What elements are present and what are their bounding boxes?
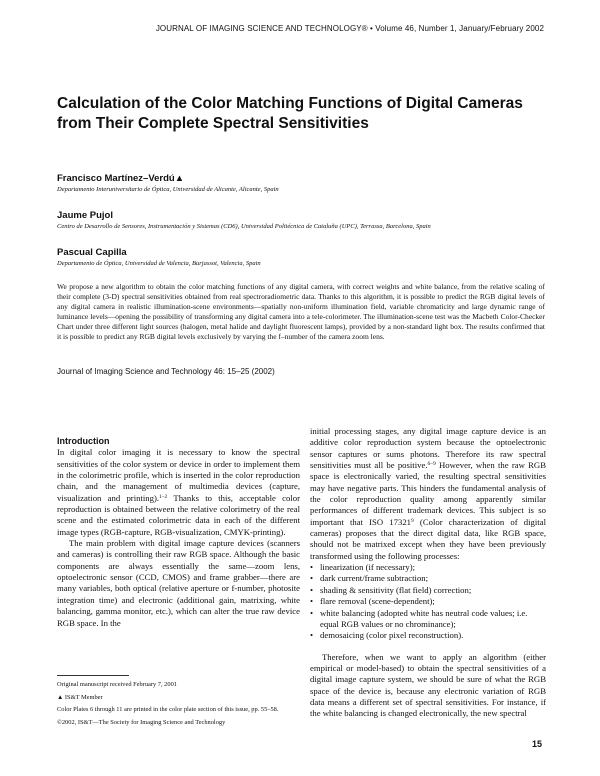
running-head: JOURNAL OF IMAGING SCIENCE AND TECHNOLOGY® • Volume 46, Number 1, January/February 2002	[155, 24, 544, 33]
footnote-copyright: ©2002, IS&T—The Society for Imaging Science and Technology	[57, 718, 226, 726]
intro-paragraph-1-text-a: In digital color imaging it is necessary to know the spectral sensitivities of the color system or device in order to implement them in the colorimetric profile, which is inserted in the color reproduction chain, and the management of multimedia devices (capture, visualization and printing).	[57, 447, 300, 503]
footnote-divider	[57, 675, 129, 676]
list-item: • demosaicing (color pixel reconstruction).	[310, 630, 464, 641]
author-name-3: Pascual Capilla	[57, 247, 127, 258]
author-name-2: Jaume Pujol	[57, 210, 113, 221]
footnote-member: ▲ IS&T Member	[57, 693, 103, 701]
right-paragraph-1-text-a: initial processing stages, any digital image capture device is an additive color reproduction system because the optoelectronic sensor captures or sums photons. Therefore its raw spectral sensitivities must all be positive.	[310, 426, 546, 471]
bullet-icon: •	[310, 630, 314, 641]
right-paragraph-1	[310, 426, 546, 562]
author-affiliation-1: Departamento Interuniversitario de Óptica, Universidad de Alicante, Alicante, Spain	[57, 186, 279, 193]
process-list	[310, 562, 546, 641]
footnote-color-plates: Color Plates 6 through 11 are printed in the color plate section of this issue, pp. 55–58.	[57, 706, 279, 713]
list-item: • flare removal (scene-dependent);	[310, 596, 435, 607]
page-number: 15	[532, 739, 543, 749]
abstract: We propose a new algorithm to obtain the color matching functions of any digital camera, with correct weights and white balance, from the relative scaling of their complete (3-D) spectral sensitivities obtained from real spectroradiometric data. Thanks to this algorithm, it is possible to predict the RGB digital levels of any digital camera in realistic illumination-scene environments—spatially non-uniform illumination field, variable chromaticity and large dynamic range of luminance levels—opening the possibility of transforming any digital camera into a tele-colorimeter. The illumination-scene test was the Macbeth Color-Checker Chart under three different light sources (halogen, metal halide and daylight fluorescent lamps), provided by a non-standard light box. The results confirmed that it is possible to predict any RGB digital levels exclusively by varying the f–number of the camera zoom lens.	[57, 282, 545, 342]
left-column	[57, 436, 300, 629]
bullet-icon: •	[310, 573, 314, 584]
reference-marker: 6–9	[427, 461, 436, 468]
right-paragraph-1-text-b: However, when the raw RGB space is electronically varied, the resulting spectral sensitivities may have negative parts. This hinders the fundamental analysis of the color reproduction quality among apparently similar performances of different trademark devices. This subject is so important that ISO 17321	[310, 460, 546, 527]
paper-title: Calculation of the Color Matching Functions of Digital Cameras from Their Complete Spectral Sensitivities	[57, 95, 523, 132]
reference-marker: 1–2	[159, 493, 168, 500]
bullet-icon: •	[310, 596, 314, 607]
right-column	[310, 426, 546, 720]
reference-marker: 9	[411, 517, 414, 524]
bullet-icon: •	[310, 607, 314, 618]
list-item: • linearization (if necessary);	[310, 562, 416, 573]
intro-paragraph-2: The main problem with digital image capture devices (scanners and cameras) is controlling their raw RGB space. Although the basic components are always essentially the same—zoom lens, optoelectronic sensor (CCD, CMOS) and frame grabber—there are many variables, both optical (relative aperture or f-number, photosite integration time) and electronic (additional gain, matrixing, white balancing, gamma monitor, etc.), which can alter the true raw device RGB space. In the	[57, 538, 300, 628]
footnote-received: Original manuscript received February 7, 2001	[57, 681, 177, 688]
author-affiliation-2: Centro de Desarrollo de Sensores, Instrumentación y Sistemas (CD6), Universidad Politécnica de Cataluña (UPC), Terrassa, Barcelona, Spain	[57, 223, 431, 230]
right-paragraph-1-text-c: (Color characterization of digital cameras) proposes that the direct digital data, like RGB space, should not be matrixed except when they have been previously transformed using the following processes:	[310, 516, 546, 561]
intro-paragraph-1	[57, 447, 300, 538]
list-item: • white balancing (adopted white has neutral code values; i.e. equal RGB values or no chrominance);	[310, 607, 528, 629]
author-affiliation-3: Departamento de Óptica, Universidad de Valencia, Burjassot, Valencia, Spain	[57, 260, 261, 267]
bullet-icon: •	[310, 584, 314, 595]
section-heading-introduction: Introduction	[57, 436, 110, 446]
intro-paragraph-1-text-b: Thanks to this, acceptable color reproduction is obtained between the relative colorimetry of the real scene and the estimated colorimetric data in each of the different image types (RGB-capture, RGB-visualization, CMYK-printing).	[57, 492, 301, 537]
footnotes	[57, 681, 300, 731]
bullet-icon: •	[310, 562, 314, 573]
list-item: • dark current/frame subtraction;	[310, 573, 429, 584]
journal-citation: Journal of Imaging Science and Technology 46: 15–25 (2002)	[57, 367, 275, 376]
list-item: • shading & sensitivity (flat field) correction;	[310, 584, 472, 595]
right-paragraph-2: Therefore, when we want to apply an algorithm (either empirical or model-based) to obtain the spectral sensitivities of a digital image capture system, we should be sure of what the RGB space of the device is, because any electronic variation of RGB data means a different set of spectral sensitivities. For instance, if the white balancing is changed electronically, the new spectral	[310, 651, 546, 719]
author-name-1: Francisco Martínez–Verdú▲	[57, 173, 185, 184]
